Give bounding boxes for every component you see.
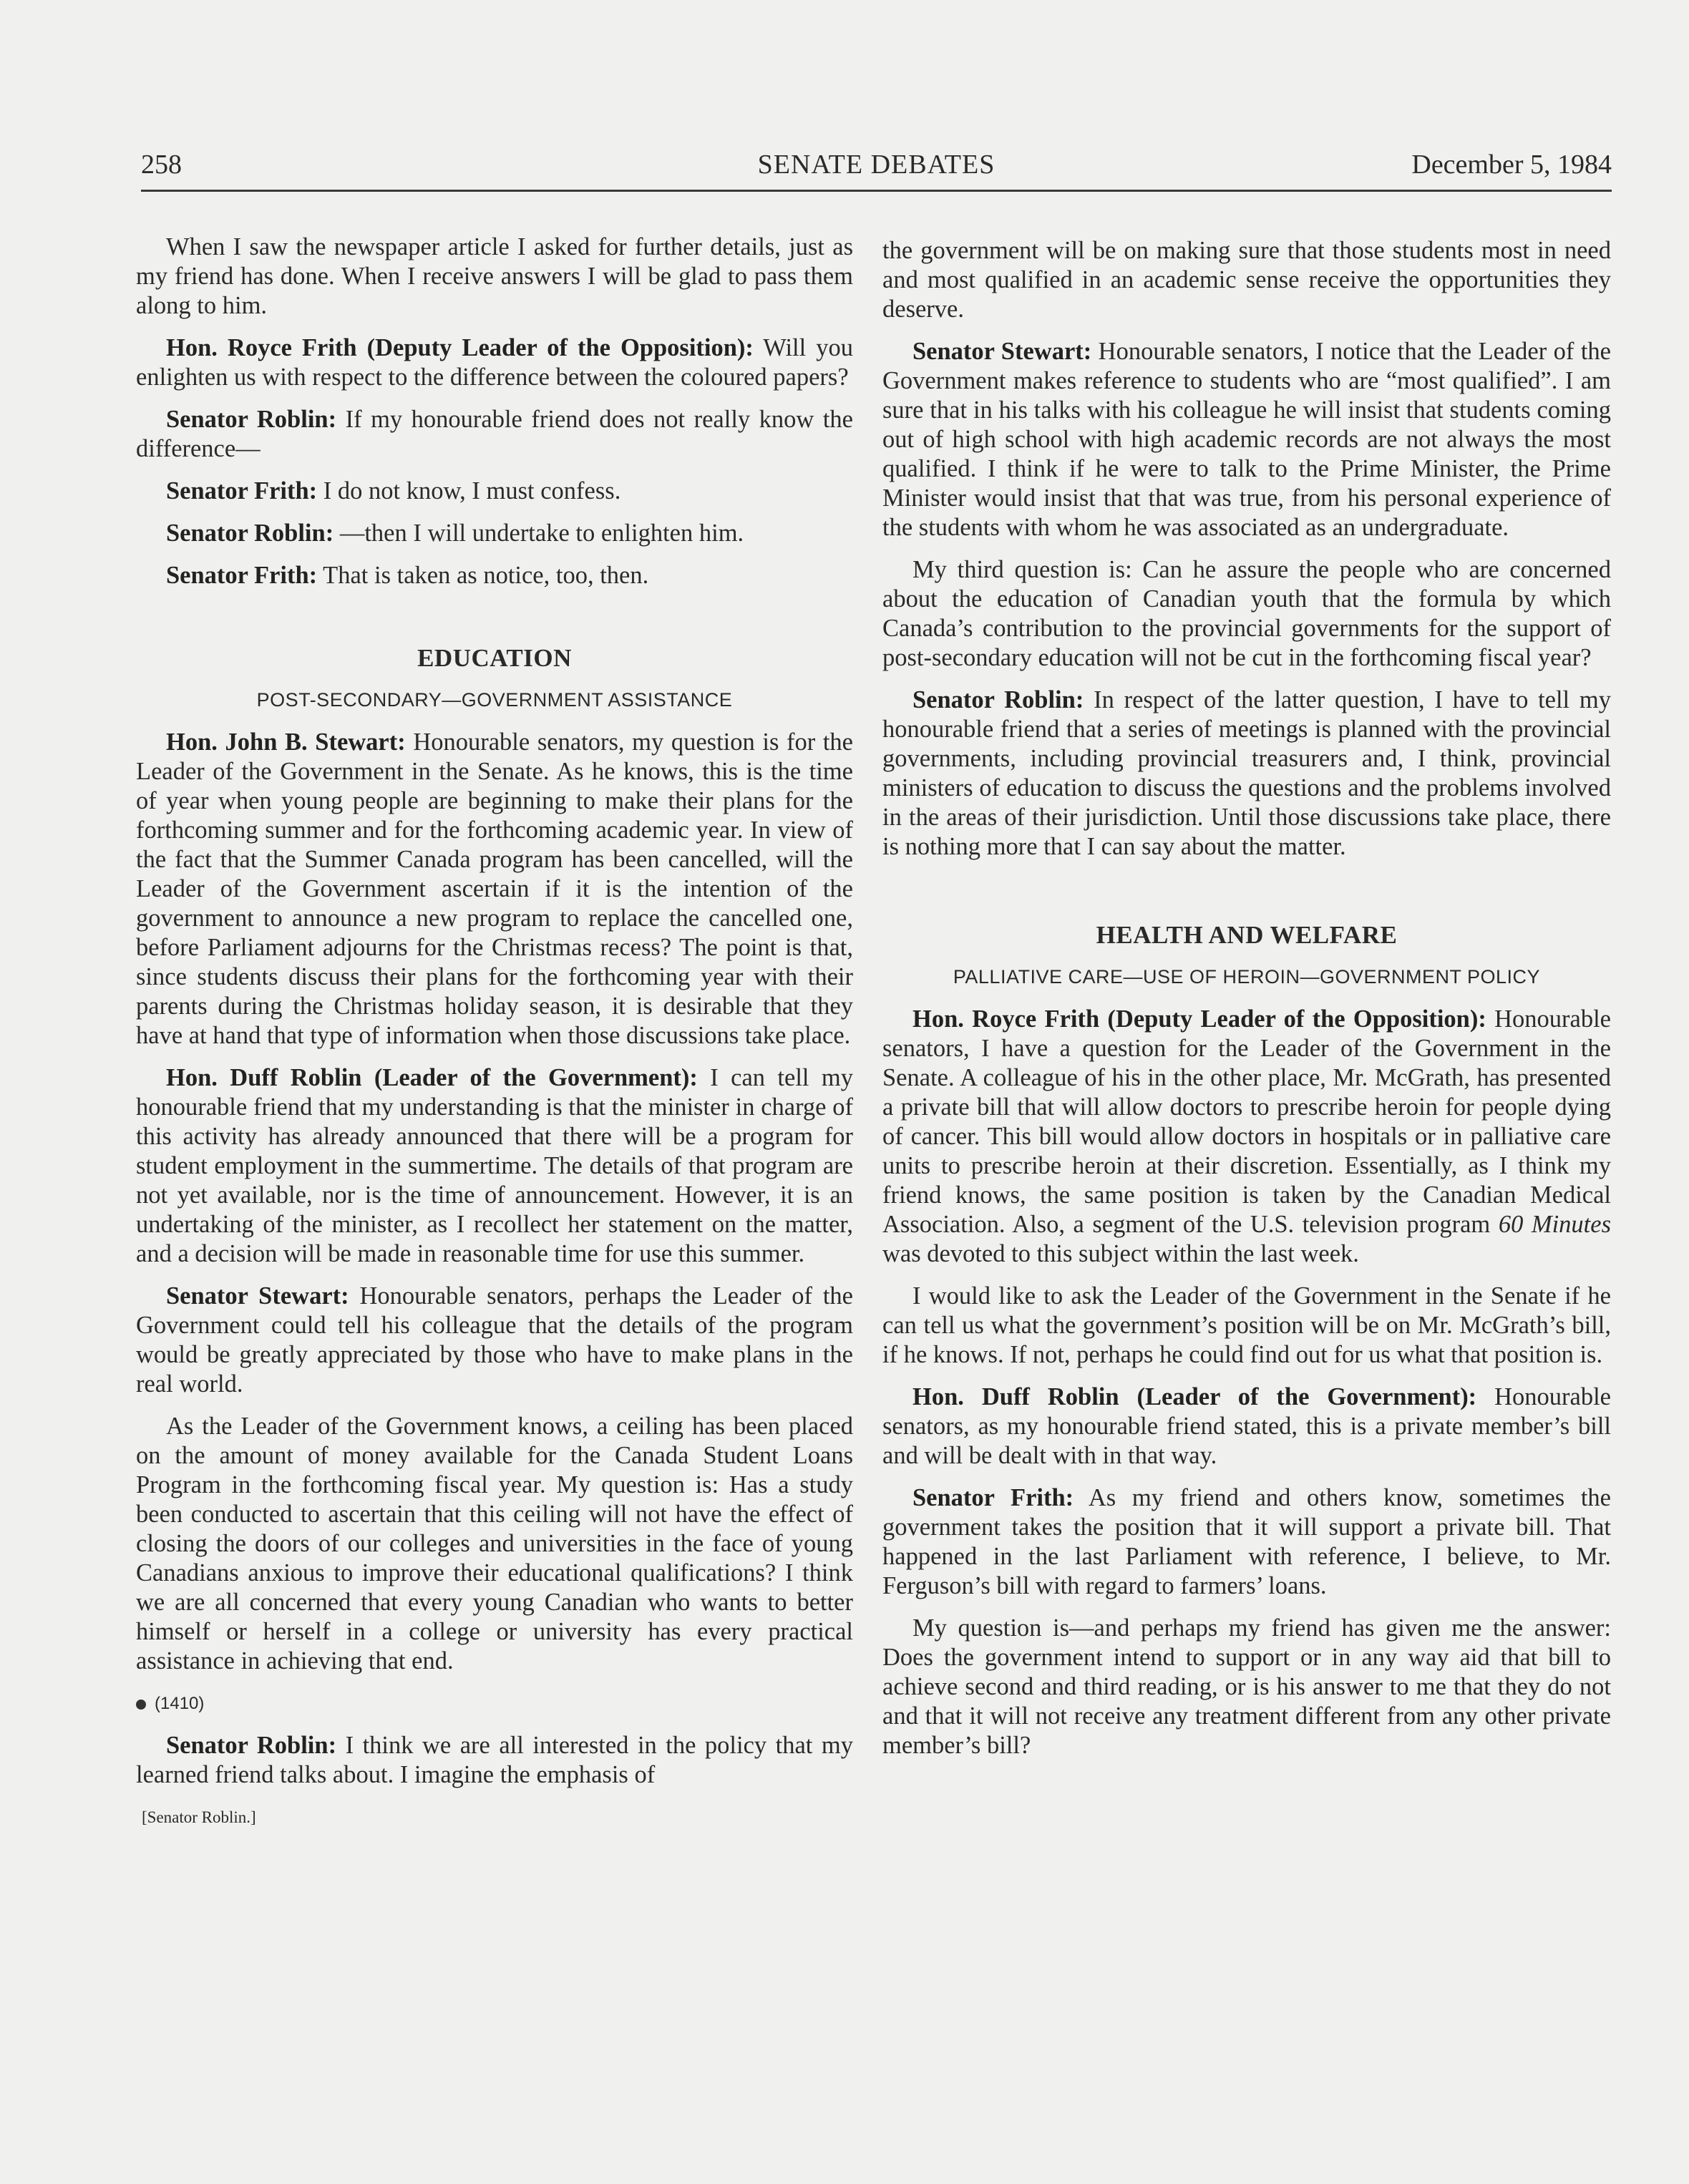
- bullet-dot-icon: [136, 1700, 146, 1710]
- paragraph: [136, 333, 853, 392]
- paragraph: [136, 1412, 853, 1676]
- section-subtitle: POST-SECONDARY—GOVERNMENT ASSISTANCE: [256, 689, 733, 711]
- paragraph: [882, 1383, 1611, 1471]
- paragraph: [136, 405, 853, 464]
- paragraph: [882, 686, 1611, 862]
- speaker: Hon. Duff Roblin (Leader of the Government):: [166, 1064, 698, 1091]
- page-date: December 5, 1984: [1411, 150, 1612, 180]
- time-marker-text: (1410): [155, 1694, 205, 1713]
- paragraph: [882, 1483, 1611, 1601]
- speech-text: I think we are all interested in the policy that my learned friend talks about. I imagine the emphasis of: [136, 1732, 853, 1788]
- paragraph-text: My third question is: Can he assure the people who are concerned about the education of Canadian youth that the formula by which Canada’s contribution to the provincial governments for the support of post-secondary education will not be cut in the forthcoming fiscal year?: [882, 556, 1611, 671]
- speech-text: —then I will undertake to enlighten him.: [334, 520, 744, 547]
- speaker: Senator Roblin:: [166, 1732, 337, 1759]
- speech-text: In respect of the latter question, I have to tell my honourable friend that a series of meetings is planned with the provincial governments, including provincial treasurers and, I think, provincial ministers of education to discuss the questions and the problems involved in the areas of their jurisdiction. Until those discussions take place, there is nothing more that I can say about the matter.: [882, 686, 1611, 860]
- paragraph: [882, 1005, 1611, 1269]
- speaker: Hon. Royce Frith (Deputy Leader of the Opposition):: [166, 334, 754, 361]
- speaker: Senator Roblin:: [912, 686, 1084, 713]
- paragraph-text: the government will be on making sure that those students most in need and most qualified in an academic sense receive the opportunities they deserve.: [882, 237, 1611, 323]
- paragraph: [136, 1063, 853, 1269]
- speech-text: Honourable senators, perhaps the Leader of the Government could tell his colleague that the details of the program would be greatly appreciated by those who have to make plans in the real world.: [136, 1282, 853, 1398]
- paragraph: [882, 236, 1611, 324]
- speaker: Hon. John B. Stewart:: [166, 728, 406, 756]
- paragraph: [882, 1614, 1611, 1760]
- paragraph: [882, 1282, 1611, 1370]
- speech-text: As my friend and others know, sometimes the government takes the position that it will support a private bill. That happened in the last Parliament with reference, I believe, to Mr. Ferguson’s bill with regard to farmers’ loans.: [882, 1484, 1611, 1599]
- paragraph: [136, 1731, 853, 1790]
- paragraph-text: I would like to ask the Leader of the Government in the Senate if he can tell us what the government’s position will be on Mr. McGrath’s bill, if he knows. If not, perhaps he could find out for us what that position is.: [882, 1282, 1611, 1368]
- speaker: Senator Frith:: [166, 562, 318, 589]
- paragraph-text: When I saw the newspaper article I asked for further details, just as my friend has done. When I receive answers I will be glad to pass them along to him.: [136, 233, 853, 319]
- paragraph-text: My question is—and perhaps my friend has given me the answer: Does the government intend to support or in any way aid that bill to achieve second and third reading, or is his answer to me that they do not and that it will not receive any treatment different from any other private member’s bill?: [882, 1614, 1611, 1759]
- speaker: Hon. Duff Roblin (Leader of the Government):: [912, 1383, 1477, 1410]
- page-header: [141, 147, 1612, 192]
- left-column: [136, 233, 853, 1845]
- section-subtitle: PALLIATIVE CARE—USE OF HEROIN—GOVERNMENT POLICY: [953, 966, 1541, 988]
- speech-text: was devoted to this subject within the last week.: [882, 1240, 1359, 1267]
- speech-text: That is taken as notice, too, then.: [317, 562, 649, 589]
- paragraph: [882, 337, 1611, 542]
- section-title: HEALTH AND WELFARE: [1096, 921, 1398, 949]
- paragraph: [136, 728, 853, 1050]
- paragraph: [136, 561, 853, 590]
- speech-text: Honourable senators, as my honourable friend stated, this is a private member’s bill and will be dealt with in that way.: [882, 1383, 1611, 1469]
- speech-text: Will you enlighten us with respect to the difference between the coloured papers?: [136, 334, 853, 391]
- speaker: Senator Stewart:: [166, 1282, 349, 1310]
- speaker: Senator Roblin:: [166, 520, 334, 547]
- section-title: EDUCATION: [417, 644, 572, 672]
- speech-text: I can tell my honourable friend that my understanding is that the minister in charge of this activity has already announced that there will be a program for student employment in the summertime. The details of that program are not yet available, nor is the time of announcement. However, it is an undertaking of the minister, as I recollect her statement on the matter, and a decision will be made in reasonable time for use this summer.: [136, 1064, 853, 1267]
- speaker: Senator Frith:: [912, 1484, 1074, 1511]
- paragraph: [136, 519, 853, 548]
- paragraph: [882, 555, 1611, 673]
- speech-text: Honourable senators, I have a question for the Leader of the Government in the Senate. A colleague of his in the other place, Mr. McGrath, has presented a private bill that will allow doctors to prescribe heroin for people dying of cancer. This bill would allow doctors in hospitals or in palliative care units to prescribe heroin at their discretion. Essentially, as I think my friend knows, the same position is taken by the Canadian Medical Association. Also, a segment of the U.S. television program: [882, 1005, 1611, 1238]
- paragraph: [136, 477, 853, 506]
- speech-text: If my honourable friend does not really know the difference—: [136, 406, 853, 462]
- speech-text: I do not know, I must confess.: [317, 477, 621, 504]
- speech-text: Honourable senators, I notice that the Leader of the Government makes reference to students who are “most qualified”. I am sure that in his talks with his colleague he will insist that students coming out of high school with high academic records are not always the most qualified. I think if he were to talk to the Prime Minister, the Prime Minister would insist that that was true, from his personal experience of the students with whom he was associated as an undergraduate.: [882, 338, 1611, 541]
- page-number: 258: [141, 150, 182, 180]
- paragraph: [136, 1282, 853, 1399]
- paragraph-text: As the Leader of the Government knows, a ceiling has been placed on the amount of money available for the Canada Student Loans Program in the forthcoming fiscal year. My question is: Has a study been conducted to ascertain that this ceiling will not have the effect of closing the doors of our colleges and universities in the face of young Canadians anxious to improve their educational qualifications? I think we are all concerned that every young Canadian who wants to better himself or herself in a college or university has every practical assistance in achieving that end.: [136, 1413, 853, 1674]
- time-marker: [136, 1689, 853, 1718]
- paragraph: [136, 233, 853, 321]
- speaker: Senator Stewart:: [912, 338, 1092, 365]
- speech-text: Honourable senators, my question is for the Leader of the Government in the Senate. As he knows, this is the time of year when young people are beginning to make their plans for the forthcoming summer and for the forthcoming academic year. In view of the fact that the Summer Canada program has been cancelled, will the Leader of the Government ascertain if it is the intention of the government to announce a new program to replace the cancelled one, before Parliament adjourns for the Christmas recess? The point is that, since students discuss their plans for the forthcoming year with their parents during the Christmas holiday season, it is desirable that they have at hand that type of information when those discussions take place.: [136, 728, 853, 1049]
- speaker: Senator Frith:: [166, 477, 318, 504]
- right-column: [882, 236, 1611, 1773]
- running-title: SENATE DEBATES: [757, 150, 996, 180]
- program-title: 60 Minutes: [1498, 1211, 1611, 1238]
- speaker: Senator Roblin:: [166, 406, 337, 433]
- footer-tag: [Senator Roblin.]: [142, 1808, 256, 1826]
- speaker: Hon. Royce Frith (Deputy Leader of the Opposition):: [912, 1005, 1486, 1033]
